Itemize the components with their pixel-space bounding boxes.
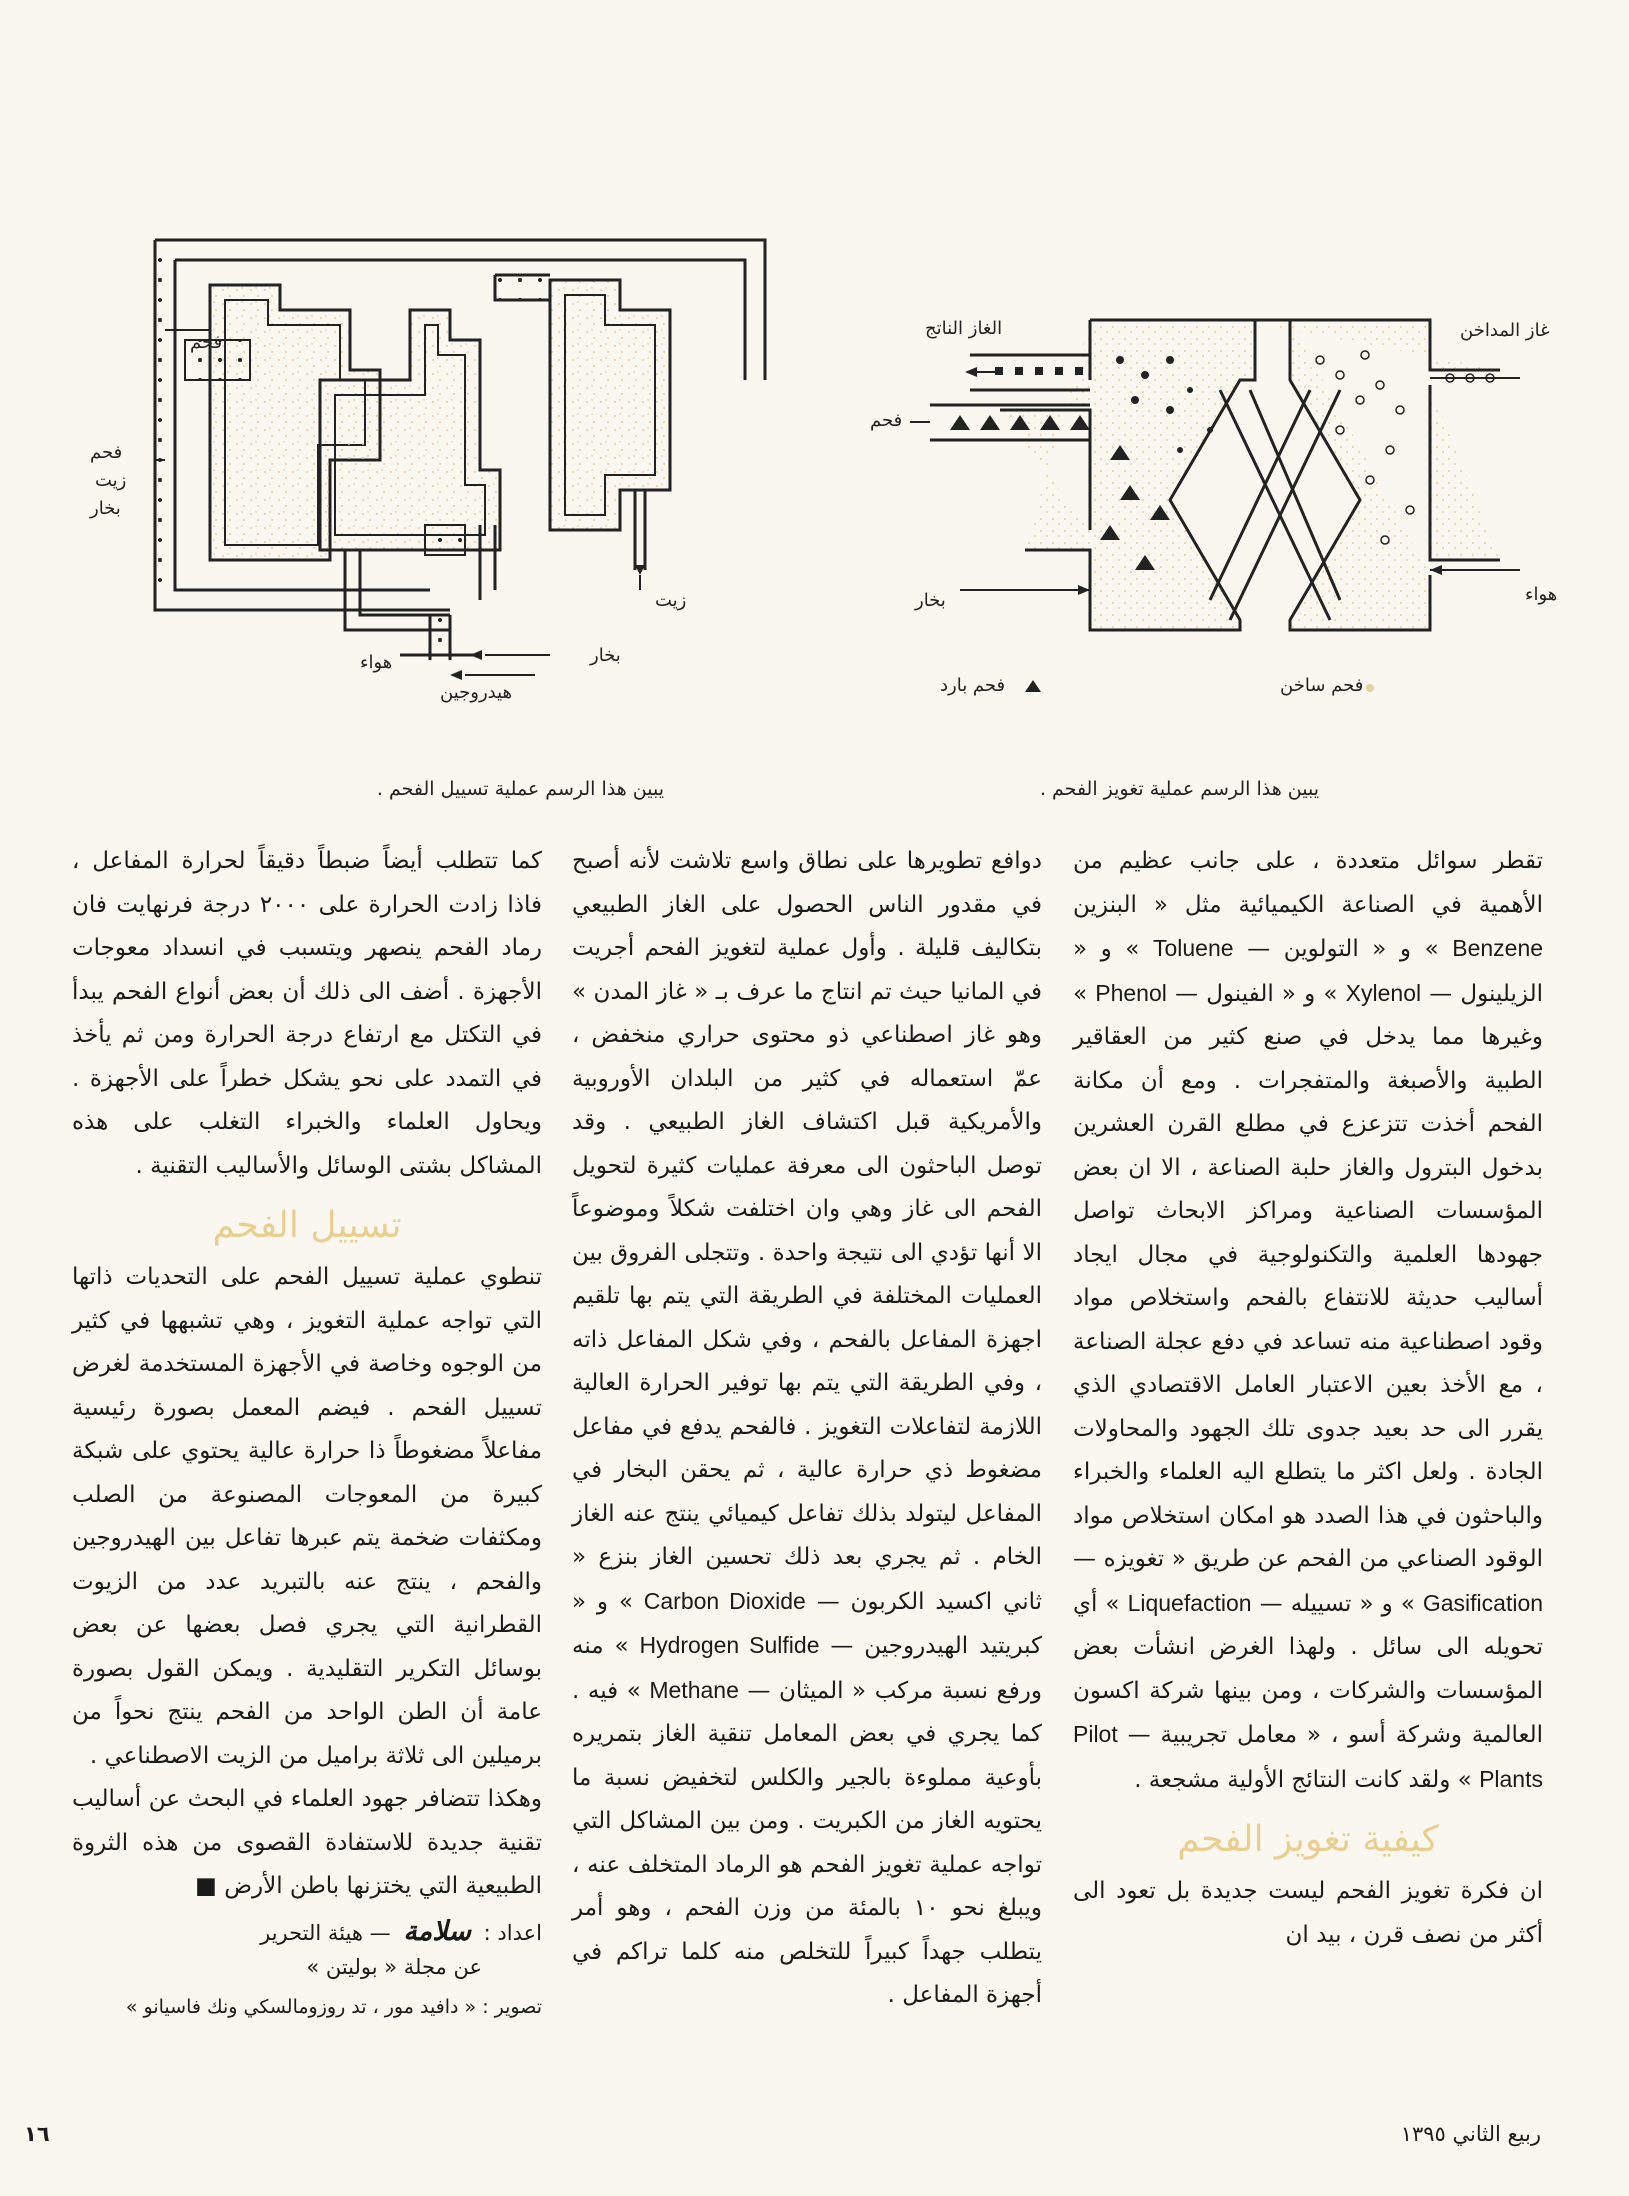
label-oil-outlet: زيت [655, 590, 687, 611]
credit-suffix: — هيئة التحرير [260, 1920, 391, 1945]
label-air: هواء [1525, 584, 1558, 605]
article-column-1 [1073, 840, 1543, 1957]
label-coal-left: فحم [90, 442, 123, 463]
heading-gasification: كيفية تغويز الفحم [1177, 1819, 1439, 1860]
col1-paragraph: تقطر سوائل متعددة ، على جانب عظيم من الأهمية في الصناعة الكيميائية مثل « البنزين Benzene » و « التولوين — Toluene » و « الزيلينول — Xylenol » و « الفينول — Phenol » وغيرها مما يدخل في صنع كثير من العقاقير الطبية والأصبغة والمتفجرات . ومع أن مكانة الفحم أخذت تتزعزع في مطلع القرن العشرين بدخول البترول والغاز حلبة الصناعة ، الا ان بعض المؤسسات الصناعية ومراكز الابحاث تواصل جهودها العلمية والتكنولوجية في مجال ايجاد أساليب حديثة للانتفاع بالفحم واستخلاص مواد وقود اصطناعية منه تساعد في دفع عجلة الصناعة ، مع الأخذ بعين الاعتبار العامل الاقتصادي الذي يقرر الى حد بعيد جدوى تلك الجهود والمحاولات الجادة . ولعل اكثر ما يتطلع اليه العلماء والخبراء والباحثون في هذا الصدد هو امكان استخلاص مواد الوقود الصناعي من الفحم عن طريق « تغويزه — Gasification » و « تسييله — Liquefaction » أي تحويله الى سائل . ولهذا الغرض انشأت بعض المؤسسات والشركات ، ومن بينها شركة اكسون العالمية وشركة أسو ، « معامل تجريبية — Pilot Plants » ولقد كانت النتائج الأولية مشجعة . [1073, 848, 1544, 1793]
col3-paragraph-3: وهكذا تتضافر جهود العلماء في البحث عن أساليب تقنية جديدة للاستفادة القصوى من هذه الثروة الطبيعية التي يختزنها باطن الأرض ■ [72, 1786, 542, 1899]
label-steam-inlet: بخار [590, 645, 621, 666]
col3-paragraph-2: تنطوي عملية تسييل الفحم على التحديات ذاتها التي تواجه عملية التغويز ، وهي تشبهها في كثير من الوجوه وخاصة في الأجهزة المستخدمة لغرض تسييل الفحم . فيضم المعمل بصورة رئيسية مفاعلاً مضغوطاً ذا حرارة عالية يحتوي على شبكة كبيرة من المعوجات المصنوعة من الصلب ومكثفات ضخمة يتم عبرها تفاعل بين الهيدروجين والفحم ، ينتج عنه بالتبريد عدد من الزيوت القطرانية التي يجري فصل بعضها عن بعض بوسائل التكرير التقليدية . ويمكن القول بصورة عامة أن الطن الواحد من الفحم ينتج نحواً من برميلين الى ثلاثة براميل من الزيت الاصطناعي . [72, 1264, 542, 1769]
label-oil-left: زيت [95, 470, 127, 491]
article-column-3 [72, 840, 542, 2024]
gasification-schematic [870, 300, 1560, 720]
page-number: ١٦ [24, 2122, 50, 2146]
label-air-inlet: هواء [360, 652, 393, 673]
liquefaction-schematic [150, 230, 770, 700]
credit-signature: سلامة [403, 1915, 471, 1947]
label-coal-top: فحم [190, 332, 223, 353]
caption-liquefaction: يبين هذا الرسم عملية تسييل الفحم . [376, 778, 664, 800]
credit-line [72, 1915, 542, 1950]
label-flue-gas: غاز المداخن [1460, 320, 1550, 341]
credit-prefix: اعداد : [483, 1920, 542, 1945]
caption-gasification: يبين هذا الرسم عملية تغويز الفحم . [1039, 778, 1319, 800]
credit-source: عن مجلة « بوليتن » [306, 1954, 482, 1979]
col2-paragraph: دوافع تطويرها على نطاق واسع تلاشت لأنه أصبح في مقدور الناس الحصول على الغاز الطبيعي بتكاليف قليلة . وأول عملية لتغويز الفحم أجريت في المانيا حيث تم انتاج ما عرف بـ « غاز المدن » وهو غاز اصطناعي ذو محتوى حراري منخفض ، عمّ استعماله في كثير من البلدان الأوروبية والأمريكية قبل اكتشاف الغاز الطبيعي . وقد توصل الباحثون الى معرفة عمليات كثيرة لتحويل الفحم الى غاز وهي وان اختلفت شكلاً وموضوعاً الا أنها تؤدي الى نتيجة واحدة . وتتجلى الفروق بين العمليات المختلفة في الطريقة التي يتم بها تلقيم اجهزة المفاعل بالفحم ، وفي شكل المفاعل ذاته ، وفي الطريقة التي يتم بها توفير الحرارة العالية اللازمة لتفاعلات التغويز . فالفحم يدفع في مفاعل مضغوط ذي حرارة عالية ، ثم يحقن البخار في المفاعل ليتولد بذلك تفاعل كيميائي ينتج عنه الغاز الخام . ثم يجري بعد ذلك تحسين الغاز بنزع « ثاني اكسيد الكربون — Carbon Dioxide » و « كبريتيد الهيدروجين — Hydrogen Sulfide » منه ورفع نسبة مركب « الميثان — Methane » فيه . كما يجري في بعض المعامل تنقية الغاز بتمريره بأوعية مملوءة بالجير والكلس لتخفيض نسبة ما يحتويه الغاز من الكبريت . ومن بين المشاكل التي تواجه عملية تغويز الفحم هو الرماد المتخلف عنه ، ويبلغ نحو ١٠ بالمئة من وزن الفحم ، وهو أمر يتطلب جهداً كبيراً للتخلص منه كلما تراكم في أجهزة المفاعل . [572, 848, 1043, 2008]
issue-date: ربيع الثاني ١٣٩٥ [1400, 2122, 1541, 2146]
heading-liquefaction: تسييل الفحم [212, 1205, 402, 1246]
col3-paragraph-1: كما تتطلب أيضاً ضبطاً دقيقاً لحرارة المفاعل ، فاذا زادت الحرارة على ٢٠٠٠ درجة فرنهايت فان رماد الفحم ينصهر ويتسبب في انسداد معوجات الأجهزة . أضف الى ذلك أن بعض أنواع الفحم يبدأ في التكتل مع ارتفاع درجة الحرارة ومن ثم يأخذ في التمدد على نحو يشكل خطراً على الأجهزة . ويحاول العلماء والخبراء التغلب على هذه المشاكل بشتى الوسائل والأساليب التقنية . [72, 848, 542, 1179]
photo-credit: تصوير : « دافيد مور ، تد روزومالسكي ونك فاسيانو » [125, 1995, 542, 2018]
label-steam-left: بخار [90, 498, 121, 519]
liquefaction-diagram [90, 230, 770, 703]
article-credits [72, 1915, 542, 2024]
label-product-gas: الغاز الناتج [925, 318, 1003, 339]
label-steam: بخار [915, 590, 946, 611]
gasification-diagram [870, 300, 1560, 720]
label-coal-feed: فحم [870, 410, 903, 431]
article-column-2 [572, 840, 1042, 2018]
legend-hot-coal: فحم ساخن [1280, 675, 1364, 696]
label-hydrogen: هيدروجين [440, 682, 513, 703]
col1-paragraph-2: ان فكرة تغويز الفحم ليست جديدة بل تعود الى أكثر من نصف قرن ، بيد ان [1073, 1878, 1543, 1948]
legend-cold-coal: فحم بارد [940, 675, 1006, 696]
